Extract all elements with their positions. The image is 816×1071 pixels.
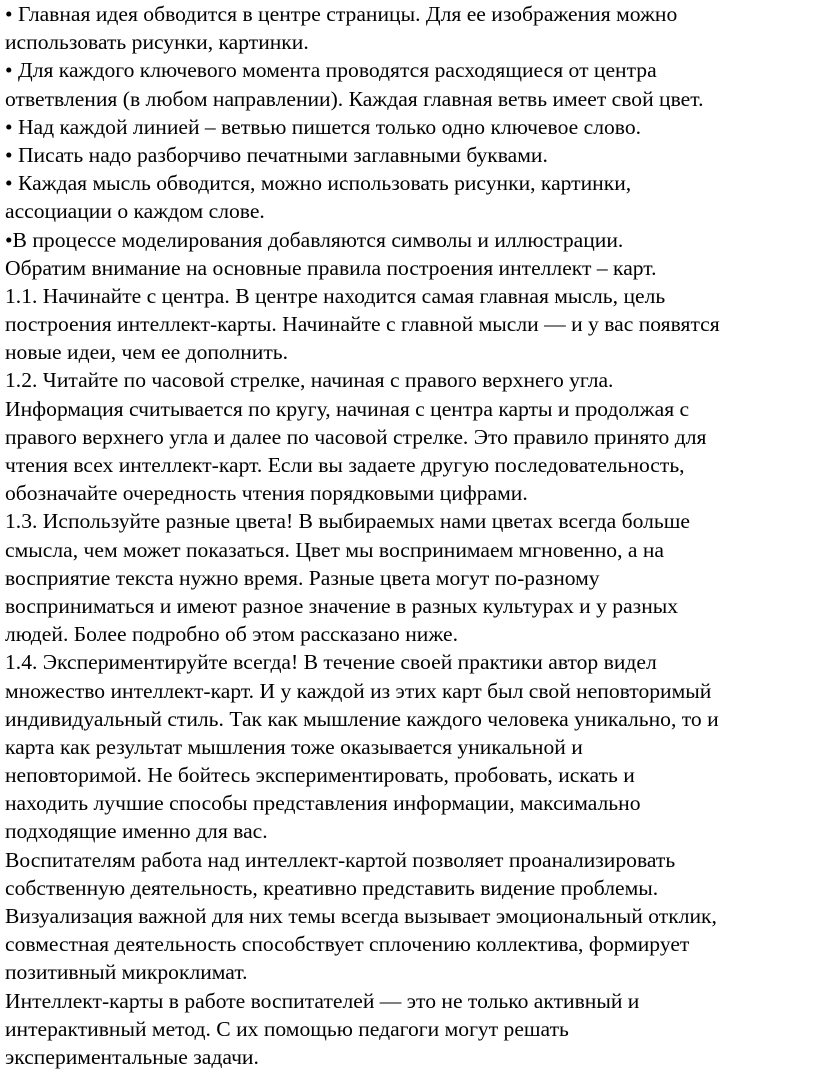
paragraph-bullet-1 <box>5 0 813 56</box>
text-line: индивидуальный стиль. Так как мышление каждого человека уникально, то и <box>5 706 719 731</box>
text-line: совместная деятельность способствует сплочению коллектива, формирует <box>5 932 690 957</box>
text-line: интерактивный метод. С их помощью педагоги могут решать <box>5 1016 569 1041</box>
paragraph-rule-1-4 <box>5 648 813 845</box>
text-line: находить лучшие способы представления информации, максимально <box>5 791 641 816</box>
text-line: • Каждая мысль обводится, можно использовать рисунки, картинки, <box>5 171 632 196</box>
text-line: экспериментальные задачи. <box>5 1044 259 1069</box>
text-line: Информация считывается по кругу, начиная с центра карты и продолжая с <box>5 396 690 421</box>
text-line: смысла, чем может показаться. Цвет мы воспринимаем мгновенно, а на <box>5 537 664 562</box>
text-line: 1.3. Используйте разные цвета! В выбираемых нами цветах всегда больше <box>5 509 690 534</box>
paragraph-rule-1-1 <box>5 282 813 367</box>
text-line: ассоциации о каждом слове. <box>5 199 265 224</box>
paragraph-bullet-6 <box>5 226 813 254</box>
paragraph-rule-1-3 <box>5 507 813 648</box>
text-line: восприятие текста нужно время. Разные цвета могут по-разному <box>5 565 600 590</box>
text-line: людей. Более подробно об этом рассказано ниже. <box>5 622 458 647</box>
text-line: Обратим внимание на основные правила построения интеллект – карт. <box>5 255 657 280</box>
paragraph-bullet-3 <box>5 113 813 141</box>
text-line: чтения всех интеллект-карт. Если вы задаете другую последовательность, <box>5 453 685 477</box>
text-line: новые идеи, чем ее дополнить. <box>5 340 289 365</box>
text-line: Интеллект-карты в работе воспитателей — это не только активный и <box>5 988 640 1013</box>
text-line: восприниматься и имеют разное значение в разных культурах и у разных <box>5 593 679 618</box>
paragraph-educators-1 <box>5 846 813 987</box>
text-line: • Главная идея обводится в центре страницы. Для ее изображения можно <box>5 2 678 26</box>
text-line: 1.1. Начинайте с центра. В центре находится самая главная мысль, цель <box>5 283 666 308</box>
paragraph-educators-2 <box>5 987 813 1071</box>
text-line: 1.4. Экспериментируйте всегда! В течение своей практики автор видел <box>5 650 657 675</box>
paragraph-bullet-5 <box>5 169 813 225</box>
text-line: карта как результат мышления тоже оказывается уникальной и <box>5 734 583 759</box>
text-line: • Писать надо разборчиво печатными заглавными буквами. <box>5 142 548 167</box>
text-line: обозначайте очередность чтения порядковыми цифрами. <box>5 481 528 506</box>
text-line: собственную деятельность, креативно представить видение проблемы. <box>5 875 659 900</box>
text-line: Воспитателям работа над интеллект-картой позволяет проанализировать <box>5 847 676 872</box>
text-line: 1.2. Читайте по часовой стрелке, начиная с правого верхнего угла. <box>5 368 614 393</box>
text-line: •В процессе моделирования добавляются символы и иллюстрации. <box>5 227 624 252</box>
document-page <box>5 0 813 1071</box>
paragraph-bullet-2 <box>5 56 813 112</box>
text-line: подходящие именно для вас. <box>5 819 268 844</box>
text-line: правого верхнего угла и далее по часовой стрелке. Это правило принято для <box>5 424 707 449</box>
paragraph-bullet-4 <box>5 141 813 169</box>
text-line: • Для каждого ключевого момента проводятся расходящиеся от центра <box>5 58 657 83</box>
text-line: использовать рисунки, картинки. <box>5 30 309 55</box>
text-line: множество интеллект-карт. И у каждой из этих карт был свой неповторимый <box>5 678 712 703</box>
paragraph-intro-rules <box>5 254 813 282</box>
text-line: Визуализация важной для них темы всегда вызывает эмоциональный отклик, <box>5 904 717 928</box>
paragraph-rule-1-2 <box>5 366 813 507</box>
text-line: неповторимой. Не бойтесь экспериментировать, пробовать, искать и <box>5 763 635 788</box>
text-line: ответвления (в любом направлении). Каждая главная ветвь имеет свой цвет. <box>5 86 704 111</box>
text-line: • Над каждой линией – ветвью пишется только одно ключевое слово. <box>5 114 642 139</box>
text-line: позитивный микроклимат. <box>5 960 248 985</box>
text-line: построения интеллект-карты. Начинайте с главной мысли — и у вас появятся <box>5 312 720 337</box>
